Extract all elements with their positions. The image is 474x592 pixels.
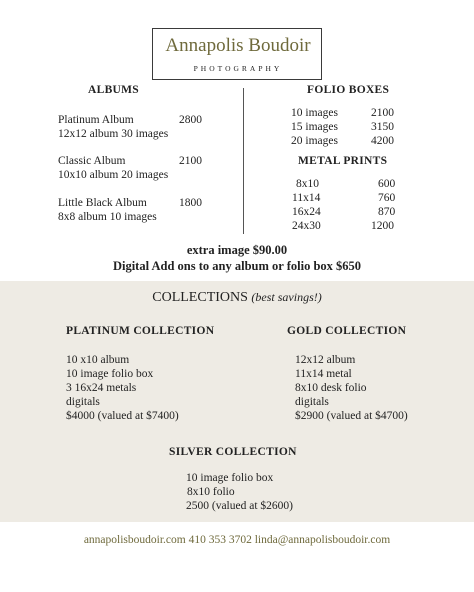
folio-price: 3150 (371, 121, 394, 133)
metal-price: 870 (378, 206, 396, 218)
gold-collection-list (295, 353, 408, 423)
list-item: 8x10 desk folio (295, 382, 367, 394)
album-classic (58, 154, 168, 182)
metal-label: 24x30 (292, 220, 321, 232)
gold-collection-heading: GOLD COLLECTION (287, 325, 407, 337)
metal-label: 16x24 (292, 206, 321, 218)
list-item: 10 x10 album (66, 354, 130, 366)
logo-subtitle: PHOTOGRAPHY (193, 64, 283, 73)
silver-collection-list (186, 471, 293, 513)
footer-contact: annapolisboudoir.com 410 353 3702 linda@annapolisboudoir.com (83, 534, 391, 546)
album-name: Classic Album (58, 155, 126, 167)
platinum-collection-heading: PLATINUM COLLECTION (66, 325, 215, 337)
folio-row (291, 134, 338, 148)
collections-title-row (0, 290, 474, 306)
folio-label: 10 images (291, 107, 338, 119)
metal-price: 600 (378, 178, 396, 190)
column-divider (243, 88, 244, 234)
silver-collection-heading: SILVER COLLECTION (169, 446, 297, 458)
list-item: $2900 (valued at $4700) (295, 410, 408, 422)
list-item: digitals (66, 396, 100, 408)
logo-name: Annapolis Boudoir (165, 35, 311, 56)
album-price: 2100 (179, 155, 202, 167)
metal-price: 1200 (371, 220, 394, 232)
folio-row (291, 106, 338, 120)
list-item: 10 image folio box (186, 472, 274, 484)
collections-title: COLLECTIONS (152, 290, 248, 305)
album-name: Little Black Album (58, 197, 147, 209)
album-price: 1800 (179, 197, 202, 209)
extra-image-note: extra image $90.00 (186, 243, 288, 257)
platinum-collection-list (66, 353, 179, 423)
album-desc: 12x12 album 30 images (58, 128, 169, 140)
metal-prints-heading: METAL PRINTS (298, 155, 388, 167)
album-platinum (58, 113, 168, 141)
folio-price: 4200 (371, 135, 394, 147)
digital-addons-note: Digital Add ons to any album or folio box $650 (112, 259, 362, 273)
folio-boxes-heading: FOLIO BOXES (307, 84, 390, 96)
list-item: 12x12 album (295, 354, 356, 366)
folio-label: 20 images (291, 135, 338, 147)
list-item: digitals (295, 396, 329, 408)
metal-price: 760 (378, 192, 396, 204)
list-item: $4000 (valued at $7400) (66, 410, 179, 422)
folio-price: 2100 (371, 107, 394, 119)
list-item: 8x10 folio (187, 486, 235, 498)
album-desc: 8x8 album 10 images (58, 211, 157, 223)
album-price: 2800 (179, 114, 202, 126)
albums-heading: ALBUMS (88, 84, 140, 96)
list-item: 3 16x24 metals (66, 382, 137, 394)
collections-subtitle: (best savings!) (251, 290, 322, 304)
metal-label: 8x10 (296, 178, 319, 190)
metal-label: 11x14 (292, 192, 321, 204)
list-item: 2500 (valued at $2600) (186, 500, 293, 512)
folio-label: 15 images (291, 121, 338, 133)
folio-row (291, 120, 338, 134)
album-desc: 10x10 album 20 images (58, 169, 169, 181)
list-item: 10 image folio box (66, 368, 154, 380)
album-name: Platinum Album (58, 114, 134, 126)
album-little-black (58, 196, 157, 224)
list-item: 11x14 metal (295, 368, 352, 380)
logo (152, 28, 322, 80)
